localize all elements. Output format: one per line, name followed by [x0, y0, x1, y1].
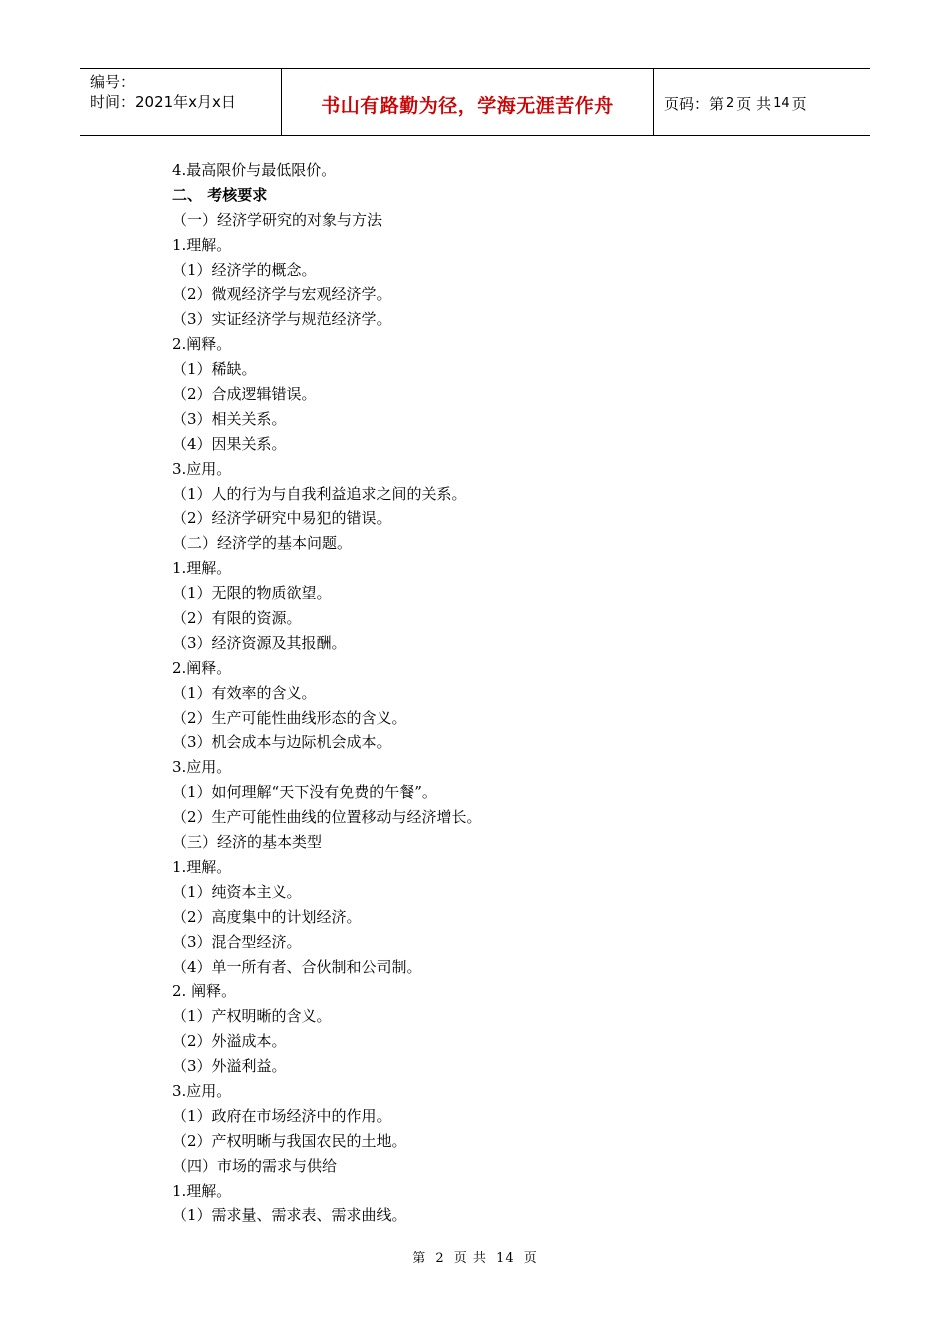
text-line: 2. 阐释。	[172, 982, 237, 1001]
text-line: （2）有限的资源。	[172, 609, 302, 628]
text-line: （1）经济学的概念。	[172, 260, 317, 279]
text-line: （3）外溢利益。	[172, 1057, 287, 1076]
header-page-number	[654, 69, 870, 135]
text-line: 1.理解。	[172, 559, 232, 578]
text-line: （2）高度集中的计划经济。	[172, 907, 362, 926]
text-line: （2）外溢成本。	[172, 1032, 287, 1051]
header-meta-cell	[80, 69, 282, 135]
text-line: （2）合成逻辑错误。	[172, 385, 317, 404]
text-line: （1）产权明晰的含义。	[172, 1007, 332, 1026]
text-line: （1）无限的物质欲望。	[172, 584, 332, 603]
text-line: （2）微观经济学与宏观经济学。	[172, 285, 392, 304]
page-prefix: 页码：第	[664, 94, 725, 113]
text-line: 2.阐释。	[172, 658, 232, 677]
text-line: （1）人的行为与自我利益追求之间的关系。	[172, 484, 467, 503]
footer-suffix: 页	[523, 1251, 538, 1266]
time-label: 时间：2021年x月x日	[90, 93, 236, 111]
page-suffix: 页	[791, 94, 807, 113]
text-line: （1）有效率的含义。	[172, 683, 317, 702]
text-line: 3.应用。	[172, 459, 232, 478]
document-body	[172, 158, 812, 1228]
text-line: 4.最高限价与最低限价。	[172, 161, 337, 179]
text-line: 3.应用。	[172, 1081, 232, 1100]
footer-mid: 页 共	[453, 1251, 487, 1266]
text-line: （3）相关关系。	[172, 409, 287, 428]
text-line: （1）政府在市场经济中的作用。	[172, 1106, 392, 1125]
text-line: 1.理解。	[172, 235, 232, 254]
text-line: （2）产权明晰与我国农民的土地。	[172, 1131, 407, 1150]
page-header	[80, 68, 870, 136]
text-line: （四）市场的需求与供给	[172, 1156, 338, 1175]
page-current: 2	[726, 95, 735, 111]
text-line: （2）经济学研究中易犯的错误。	[172, 509, 392, 528]
text-line: 1.理解。	[172, 857, 232, 876]
text-line: （3）混合型经济。	[172, 932, 302, 951]
text-line: （2）生产可能性曲线形态的含义。	[172, 708, 407, 727]
header-motto: 书山有路勤为径，学海无涯苦作舟	[282, 69, 654, 135]
text-line: （1）如何理解“天下没有免费的午餐”。	[172, 783, 437, 802]
page-total: 14	[773, 95, 790, 111]
text-line: （2）生产可能性曲线的位置移动与经济增长。	[172, 808, 482, 827]
page-mid: 页 共	[736, 94, 772, 113]
footer-prefix: 第	[412, 1251, 427, 1266]
text-line: （3）机会成本与边际机会成本。	[172, 733, 392, 752]
text-line: （三）经济的基本类型	[172, 833, 323, 852]
text-line: 3.应用。	[172, 758, 232, 777]
text-line: （1）纯资本主义。	[172, 882, 302, 901]
text-line: 2.阐释。	[172, 335, 232, 354]
text-line: （4）单一所有者、合伙制和公司制。	[172, 957, 422, 976]
page-footer	[0, 1247, 950, 1266]
text-line: （二）经济学的基本问题。	[172, 534, 353, 553]
text-line: （3）实证经济学与规范经济学。	[172, 310, 392, 329]
footer-current: 2	[435, 1251, 445, 1266]
text-line: （3）经济资源及其报酬。	[172, 633, 347, 652]
text-line: （1）稀缺。	[172, 360, 257, 379]
serial-label: 编号：	[90, 73, 136, 91]
footer-total: 14	[496, 1251, 515, 1266]
text-line: 1.理解。	[172, 1181, 232, 1200]
text-line: （一）经济学研究的对象与方法	[172, 210, 383, 229]
text-line: （1）需求量、需求表、需求曲线。	[172, 1206, 407, 1225]
section-heading: 二、 考核要求	[172, 185, 268, 204]
text-line: （4）因果关系。	[172, 434, 287, 453]
